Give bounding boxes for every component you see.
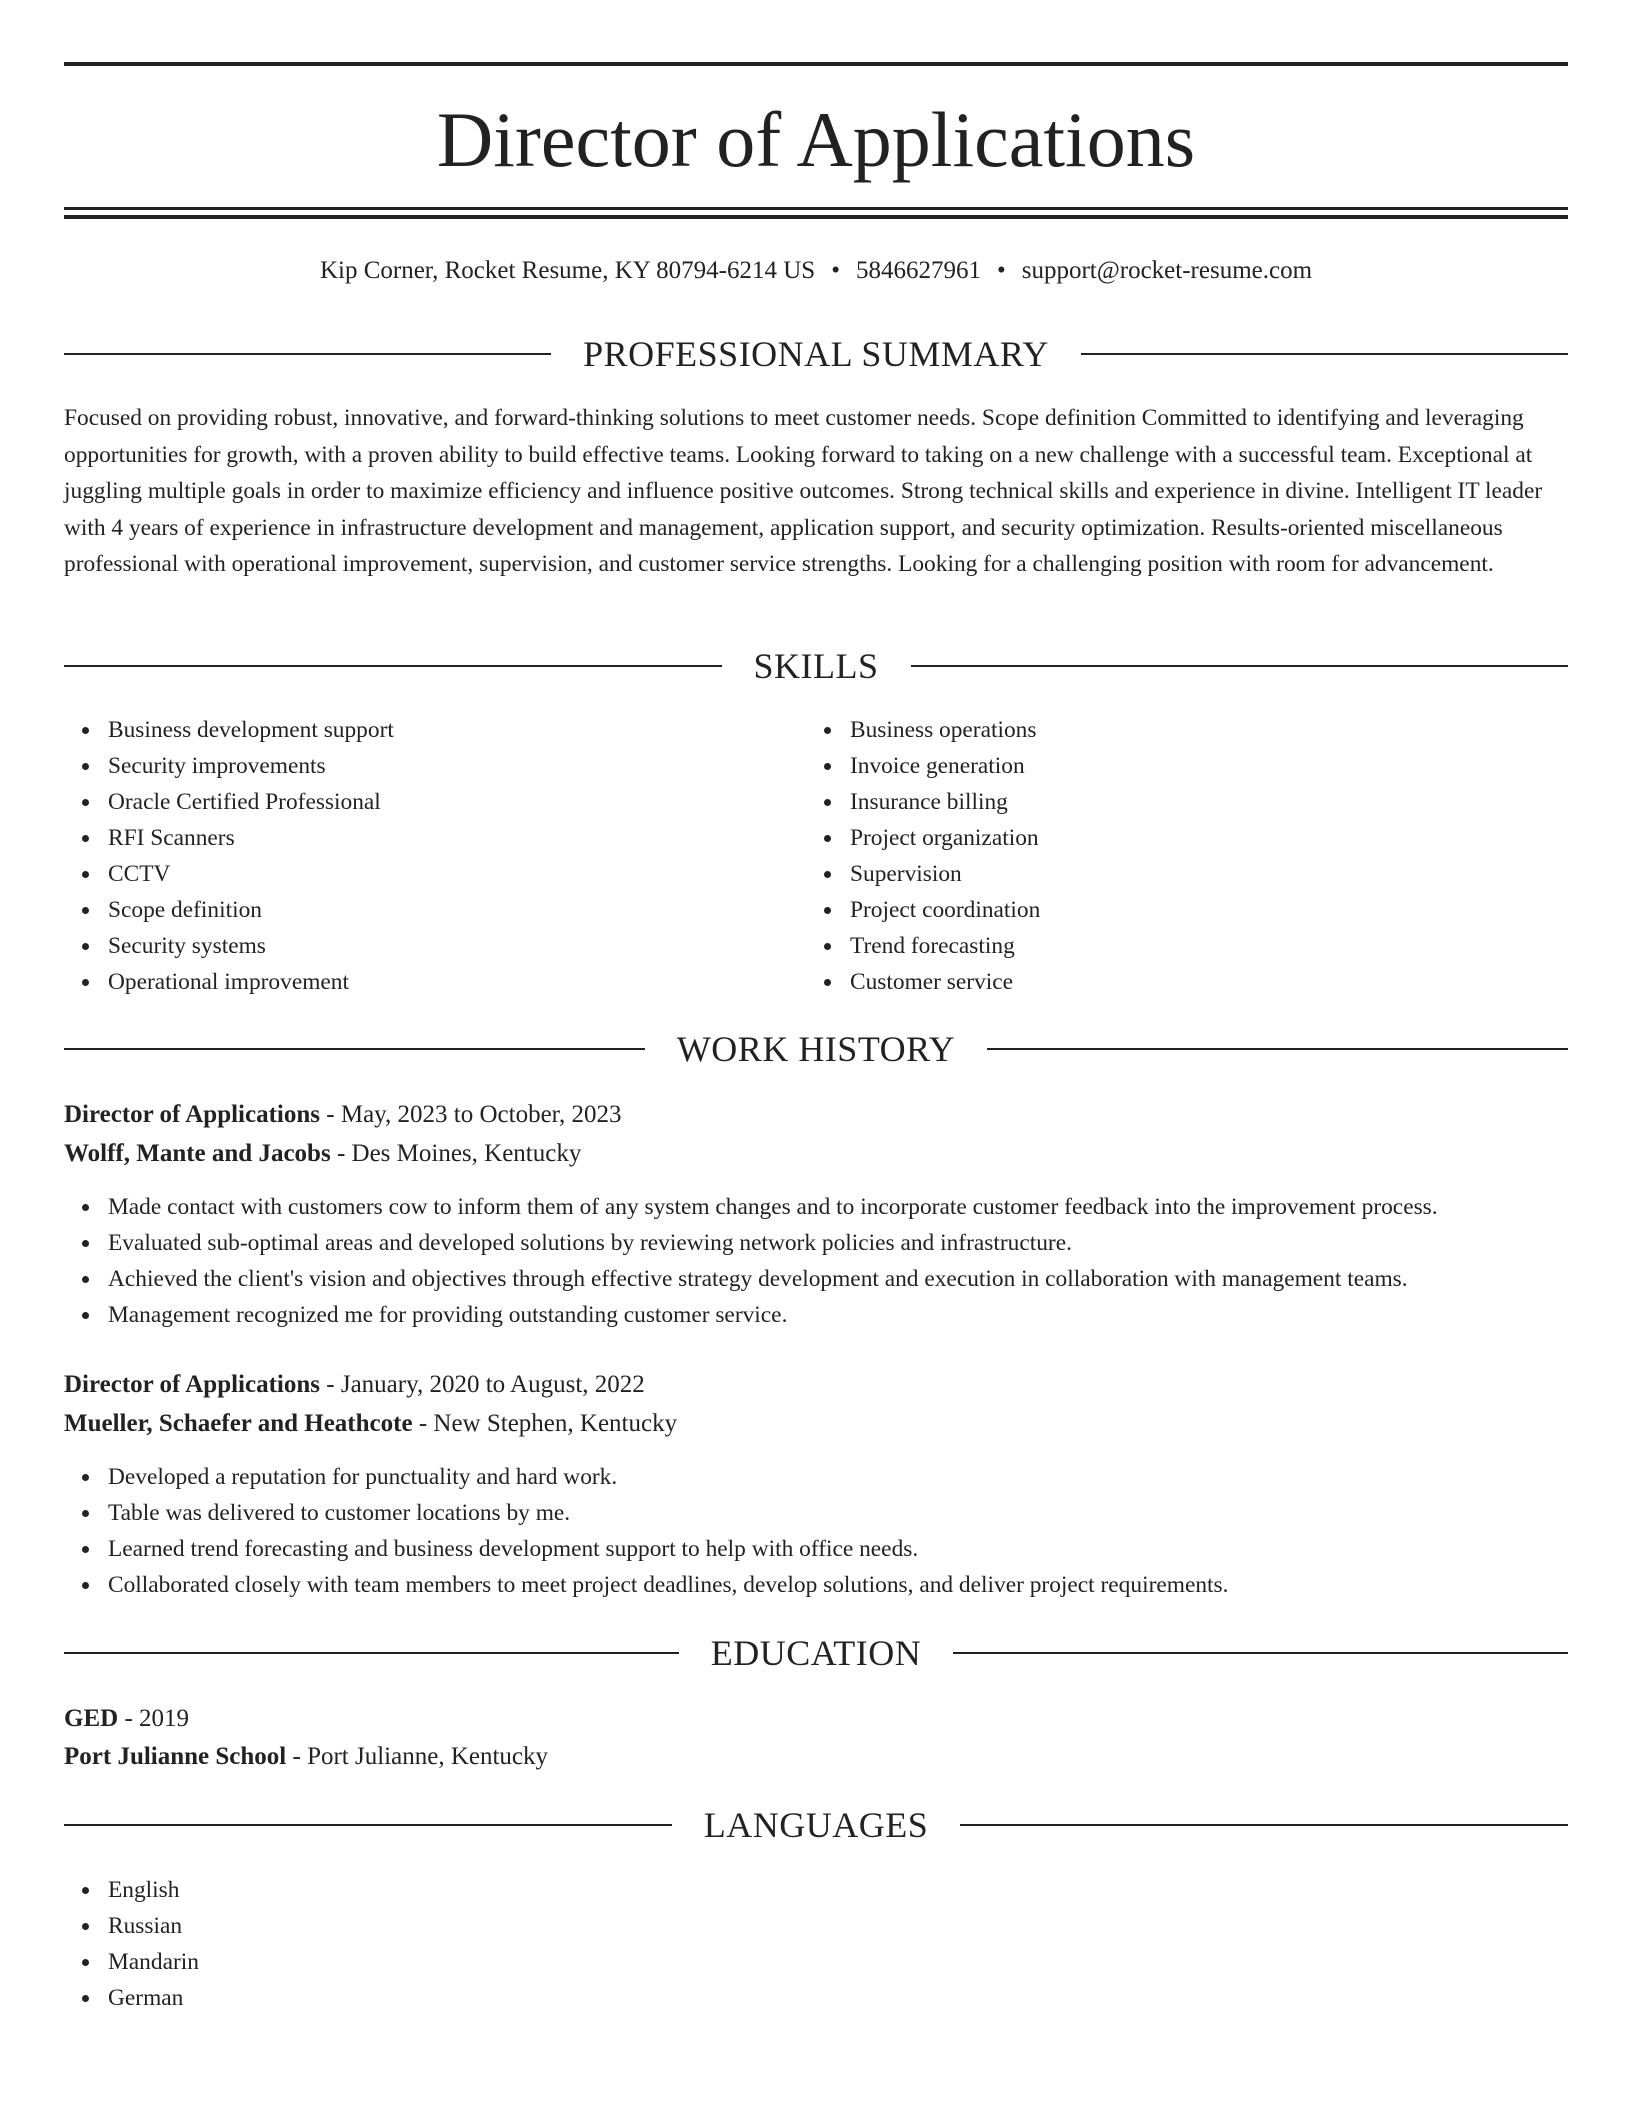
heading-rule bbox=[64, 1824, 672, 1826]
language-item: Russian bbox=[64, 1908, 1568, 1944]
skill-item: RFI Scanners bbox=[64, 820, 394, 856]
heading-rule bbox=[911, 665, 1569, 667]
languages-list bbox=[64, 1872, 1568, 2016]
job-dates: - January, 2020 to August, 2022 bbox=[320, 1371, 645, 1398]
section-heading-summary bbox=[64, 332, 1568, 376]
section-heading-label: EDUCATION bbox=[710, 1633, 922, 1673]
language-item: English bbox=[64, 1872, 1568, 1908]
language-item: German bbox=[64, 1980, 1568, 2016]
job-bullet-item: Management recognized me for providing outstanding customer service. bbox=[64, 1297, 1568, 1333]
heading-rule bbox=[64, 1048, 645, 1050]
top-rule bbox=[64, 62, 1568, 66]
language-item: Mandarin bbox=[64, 1944, 1568, 1980]
heading-rule bbox=[953, 1652, 1568, 1654]
job-title-line bbox=[64, 1097, 622, 1133]
contact-separator: • bbox=[996, 257, 1006, 284]
skill-item: Insurance billing bbox=[806, 784, 1040, 820]
job-bullet-item: Evaluated sub-optimal areas and developed solutions by reviewing network policies and infrastructure. bbox=[64, 1225, 1568, 1261]
job-title: Director of Applications bbox=[64, 1371, 321, 1398]
title-rule-upper bbox=[64, 207, 1568, 210]
job-bullets bbox=[64, 1189, 1568, 1333]
skill-item: Oracle Certified Professional bbox=[64, 784, 394, 820]
heading-rule bbox=[960, 1824, 1568, 1826]
education-school: Port Julianne School bbox=[64, 1743, 287, 1770]
job-location: - New Stephen, Kentucky bbox=[412, 1410, 678, 1437]
skill-item: Trend forecasting bbox=[806, 928, 1040, 964]
skill-item: Customer service bbox=[806, 964, 1040, 1000]
page-title: Director of Applications bbox=[436, 96, 1196, 183]
job-title: Director of Applications bbox=[64, 1101, 321, 1128]
heading-rule bbox=[64, 665, 722, 667]
contact-line bbox=[64, 254, 1568, 288]
job-bullet-item: Table was delivered to customer locations by me. bbox=[64, 1495, 1568, 1531]
skill-item: Scope definition bbox=[64, 892, 394, 928]
contact-email: support@rocket-resume.com bbox=[1021, 257, 1313, 284]
section-heading-languages bbox=[64, 1803, 1568, 1847]
title-rule-lower bbox=[64, 215, 1568, 219]
heading-rule bbox=[64, 1652, 679, 1654]
section-heading-work bbox=[64, 1027, 1568, 1071]
skill-item: Supervision bbox=[806, 856, 1040, 892]
skills-list-left bbox=[64, 712, 394, 1000]
job-bullet-item: Made contact with customers cow to inform them of any system changes and to incorporate customer feedback into the improvement process. bbox=[64, 1189, 1568, 1225]
skill-item: Business development support bbox=[64, 712, 394, 748]
job-company-line bbox=[64, 1406, 677, 1442]
skill-item: Invoice generation bbox=[806, 748, 1040, 784]
education-year: - 2019 bbox=[118, 1705, 190, 1732]
summary-text: Focused on providing robust, innovative, and forward-thinking solutions to meet customer needs. Scope definition Committed to identifying and leveraging opportunities for growth, with a proven ability to build effective teams. Looking forward to taking on a new challenge with a successful team. Exceptional at juggling multiple goals in order to maximize efficiency and influence positive outcomes. Strong technical skills and experience in divine. Intelligent IT leader with 4 years of experience in infrastructure development and management, application support, and security optimization. Results-oriented miscellaneous professional with operational improvement, supervision, and customer service strengths. Looking for a challenging position with room for advancement. bbox=[64, 405, 1543, 577]
job-bullet-item: Developed a reputation for punctuality and hard work. bbox=[64, 1459, 1568, 1495]
section-heading-label: SKILLS bbox=[753, 646, 879, 686]
job-company: Mueller, Schaefer and Heathcote bbox=[64, 1410, 413, 1437]
job-title-line bbox=[64, 1367, 645, 1403]
job-company: Wolff, Mante and Jacobs bbox=[64, 1140, 331, 1167]
skill-item: CCTV bbox=[64, 856, 394, 892]
contact-phone: 5846627961 bbox=[855, 257, 981, 284]
skill-item: Project organization bbox=[806, 820, 1040, 856]
education-degree: GED bbox=[64, 1705, 119, 1732]
section-heading-label: PROFESSIONAL SUMMARY bbox=[583, 334, 1049, 374]
skill-item: Security improvements bbox=[64, 748, 394, 784]
section-heading-skills bbox=[64, 644, 1568, 688]
education-school-line bbox=[64, 1739, 548, 1775]
skill-item: Security systems bbox=[64, 928, 394, 964]
contact-separator: • bbox=[831, 257, 840, 284]
heading-rule bbox=[64, 353, 551, 355]
skill-item: Project coordination bbox=[806, 892, 1040, 928]
skill-item: Business operations bbox=[806, 712, 1040, 748]
section-heading-label: WORK HISTORY bbox=[676, 1029, 956, 1069]
skill-item: Operational improvement bbox=[64, 964, 394, 1000]
heading-rule bbox=[987, 1048, 1568, 1050]
job-bullet-item: Achieved the client's vision and objectives through effective strategy development and execution in collaboration with management teams. bbox=[64, 1261, 1568, 1297]
section-heading-education bbox=[64, 1631, 1568, 1675]
job-company-line bbox=[64, 1136, 581, 1172]
education-location: - Port Julianne, Kentucky bbox=[286, 1743, 549, 1770]
job-location: - Des Moines, Kentucky bbox=[330, 1140, 582, 1167]
contact-address: Kip Corner, Rocket Resume, KY 80794-6214 US bbox=[319, 257, 816, 284]
section-heading-label: LANGUAGES bbox=[703, 1805, 929, 1845]
job-bullet-item: Learned trend forecasting and business development support to help with office needs. bbox=[64, 1531, 1568, 1567]
job-bullet-item: Collaborated closely with team members to meet project deadlines, develop solutions, and deliver project requirements. bbox=[64, 1567, 1568, 1603]
education-degree-line bbox=[64, 1701, 189, 1737]
job-dates: - May, 2023 to October, 2023 bbox=[320, 1101, 622, 1128]
job-bullets bbox=[64, 1459, 1568, 1603]
skills-list-right bbox=[806, 712, 1040, 1000]
heading-rule bbox=[1081, 353, 1568, 355]
